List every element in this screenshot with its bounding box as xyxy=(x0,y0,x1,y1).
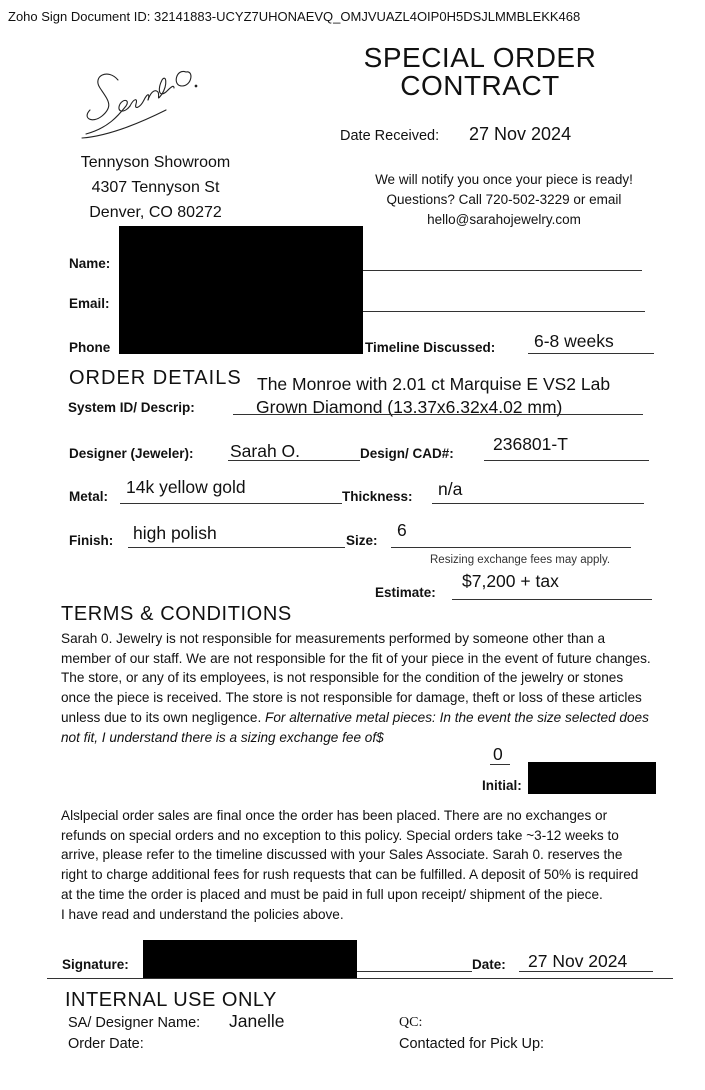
size-value: 6 xyxy=(397,520,407,540)
customer-info-redaction xyxy=(119,226,363,354)
document-id: Zoho Sign Document ID: 32141883-UCYZ7UHONAEVQ_OMJVUAZL4OIP0H5DSJLMMBLEKK468 xyxy=(8,9,581,24)
thickness-label: Thickness: xyxy=(342,489,413,504)
estimate-label: Estimate: xyxy=(375,585,436,600)
designer-label: Designer (Jeweler): xyxy=(69,446,194,461)
name-line xyxy=(360,270,642,271)
signature-date-value: 27 Nov 2024 xyxy=(528,951,628,971)
terms-paragraph-2 xyxy=(61,806,651,924)
cad-value: 236801-T xyxy=(493,434,568,454)
timeline-line xyxy=(528,353,654,354)
acknowledgement-text: I have read and understand the policies above. xyxy=(61,906,344,922)
showroom-street: 4307 Tennyson St xyxy=(91,179,220,196)
designer-line xyxy=(228,460,360,461)
metal-label: Metal: xyxy=(69,489,109,504)
pickup-notice xyxy=(345,170,663,230)
terms-text: Sarah 0. Jewelry is not responsible for measurements performed by someone other than a member of our staff. We are not responsible for the fit of your piece in the event of future changes. The store, or any of its employees, is not responsible for the condition of the jewelry or stones once the piece is received. The store is not responsible for damage, theft or loss of these articles unless due to its own negligence. xyxy=(61,631,651,725)
finish-line xyxy=(128,547,345,548)
terms-paragraph-1 xyxy=(61,629,651,747)
timeline-value: 6-8 weeks xyxy=(534,331,614,351)
description-line-2: Grown Diamond (13.37x6.32x4.02 mm) xyxy=(256,397,563,417)
date-received-value: 27 Nov 2024 xyxy=(469,124,572,144)
description-line-1: The Monroe with 2.01 ct Marquise E VS2 Lab xyxy=(257,374,611,394)
estimate-value: $7,200 + tax xyxy=(462,571,559,591)
title-line-2: CONTRACT xyxy=(400,70,560,101)
email-line xyxy=(360,311,645,312)
size-line xyxy=(391,547,631,548)
section-divider xyxy=(47,978,673,979)
name-label: Name: xyxy=(69,256,111,271)
thickness-value: n/a xyxy=(438,479,463,499)
title-line-1: SPECIAL ORDER xyxy=(363,42,597,73)
order-date-label: Order Date: xyxy=(68,1036,144,1052)
notice-line-2: Questions? Call 720-502-3229 or email xyxy=(386,192,622,207)
qc-label: QC: xyxy=(399,1015,423,1030)
designer-value: Sarah O. xyxy=(230,441,301,461)
estimate-line xyxy=(452,599,652,600)
phone-label: Phone xyxy=(69,340,111,355)
page-title xyxy=(330,44,630,100)
date-received-label: Date Received: xyxy=(340,128,440,144)
finish-value: high polish xyxy=(133,523,217,543)
contacted-label: Contacted for Pick Up: xyxy=(399,1036,545,1052)
timeline-label: Timeline Discussed: xyxy=(365,340,496,355)
size-label: Size: xyxy=(346,533,378,548)
cad-label: Design/ CAD#: xyxy=(360,446,454,461)
initial-redaction xyxy=(528,762,656,794)
metal-line xyxy=(120,503,342,504)
sizing-fee-clause: For alternative metal pieces: In the event the size selected does not fit, I understand there is a sizing exchange fee of$ xyxy=(61,709,649,745)
notice-line-1: We will notify you once your piece is ready! xyxy=(375,172,633,187)
terms-heading: TERMS & CONDITIONS xyxy=(61,603,292,625)
internal-use-heading: INTERNAL USE ONLY xyxy=(65,989,277,1011)
sa-designer-value: Janelle xyxy=(229,1011,285,1031)
sa-designer-label: SA/ Designer Name: xyxy=(68,1015,201,1031)
sizing-fee-value: 0 xyxy=(493,744,503,764)
sarah-o-logo xyxy=(78,58,208,142)
thickness-line xyxy=(432,503,644,504)
signature-redaction xyxy=(143,940,357,978)
date-line xyxy=(519,971,653,972)
cad-line xyxy=(484,460,649,461)
notice-line-3: hello@sarahojewelry.com xyxy=(427,212,581,227)
finish-label: Finish: xyxy=(69,533,114,548)
final-sale-text: Alslpecial order sales are final once the order has been placed. There are no exchanges or refunds on special orders and no exception to this policy. Special orders take ~3-12 weeks to arrive, please refer to the timeline discussed with your Sales Associate. Sarah 0. reserves the right to charge additional fees for rush requests that can be fulfilled. A deposit of 50% is required at the time the order is placed and must be paid in full upon receipt/ shipment of the piece. xyxy=(61,808,639,902)
date-label: Date: xyxy=(472,957,506,972)
sizing-fee-line xyxy=(490,764,510,765)
initial-label: Initial: xyxy=(482,778,522,793)
signature-label: Signature: xyxy=(62,957,129,972)
signature-line xyxy=(357,971,472,972)
showroom-city: Denver, CO 80272 xyxy=(89,204,222,221)
showroom-address xyxy=(58,150,253,225)
order-details-heading: ORDER DETAILS xyxy=(69,367,242,389)
resize-note: Resizing exchange fees may apply. xyxy=(430,554,611,566)
metal-value: 14k yellow gold xyxy=(126,477,246,497)
email-label: Email: xyxy=(69,296,110,311)
showroom-name: Tennyson Showroom xyxy=(80,154,231,171)
description-line xyxy=(233,414,643,415)
system-id-label: System ID/ Descrip: xyxy=(68,400,195,415)
